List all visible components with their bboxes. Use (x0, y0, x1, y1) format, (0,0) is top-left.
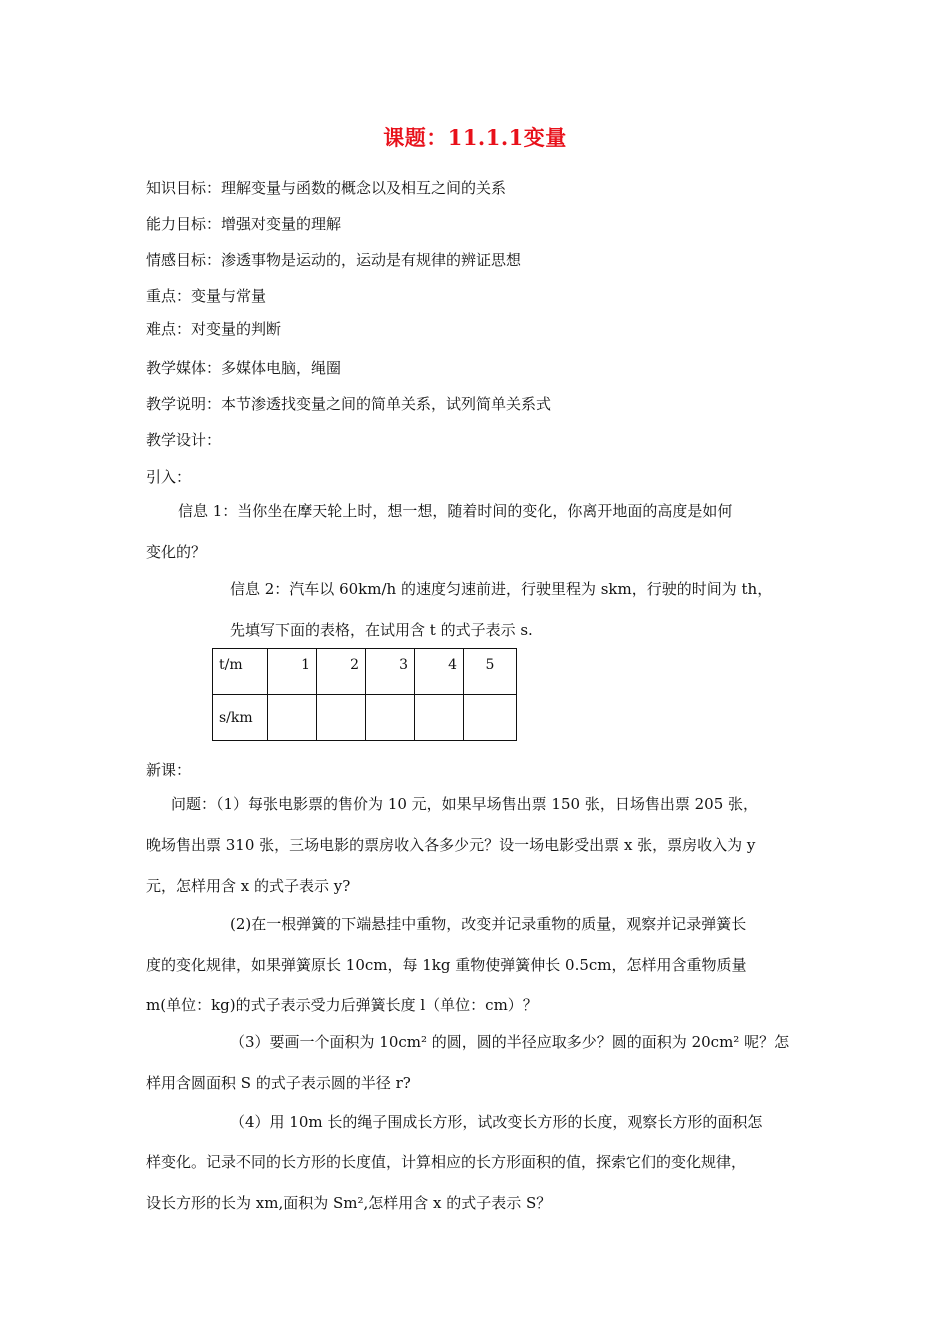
distance-time-table (212, 648, 517, 741)
table-row (213, 695, 517, 741)
objective-emotion: 情感目标：渗透事物是运动的，运动是有规律的辨证思想 (146, 251, 522, 269)
question4-line2: 样变化。记录不同的长方形的长度值，计算相应的长方形面积的值，探索它们的变化规律， (146, 1153, 747, 1171)
question3-line2: 样用含圆面积 S 的式子表示圆的半径 r? (146, 1074, 411, 1092)
info2-line2: 先填写下面的表格，在试用含 t 的式子表示 s. (230, 621, 533, 639)
table-cell (464, 695, 517, 741)
introduction-heading: 引入： (146, 468, 192, 486)
info2-line1: 信息 2：汽车以 60km/h 的速度匀速前进，行驶里程为 skm，行驶的时间为 th， (230, 580, 773, 598)
table-cell: t/m (213, 649, 268, 695)
table-cell (268, 695, 317, 741)
new-lesson-heading: 新课： (146, 761, 192, 779)
question1-line2: 晚场售出票 310 张，三场电影的票房收入各多少元？设一场电影受出票 x 张，票房收入为 y (146, 836, 756, 854)
question1-line1: 问题：（1）每张电影票的售价为 10 元，如果早场售出票 150 张，日场售出票 205 张， (171, 795, 759, 813)
key-point: 重点：变量与常量 (146, 287, 267, 305)
info1-line2: 变化的？ (146, 543, 207, 561)
table-cell (317, 695, 366, 741)
table-cell: 2 (317, 649, 366, 695)
objective-knowledge: 知识目标：理解变量与函数的概念以及相互之间的关系 (146, 179, 507, 197)
difficult-point: 难点：对变量的判断 (146, 320, 282, 338)
table-cell: 3 (366, 649, 415, 695)
teaching-notes: 教学说明：本节渗透找变量之间的简单关系，试列简单关系式 (146, 395, 552, 413)
table-cell (415, 695, 464, 741)
table-cell: s/km (213, 695, 268, 741)
question4-line3: 设长方形的长为 xm,面积为 Sm²,怎样用含 x 的式子表示 S？ (146, 1194, 552, 1212)
table-cell: 1 (268, 649, 317, 695)
question1-line3: 元，怎样用含 x 的式子表示 y? (146, 877, 351, 895)
table-row (213, 649, 517, 695)
question2-line2: 度的变化规律，如果弹簧原长 10cm，每 1kg 重物使弹簧伸长 0.5cm，怎样用含重物质量 (146, 956, 747, 974)
page-title: 课题：11.1.1变量 (383, 125, 567, 150)
table-cell: 5 (464, 649, 517, 695)
question2-line1: (2)在一根弹簧的下端悬挂中重物，改变并记录重物的质量，观察并记录弹簧长 (230, 915, 747, 933)
objective-ability: 能力目标：增强对变量的理解 (146, 215, 342, 233)
question2-line3: m(单位：kg)的式子表示受力后弹簧长度 l（单位：cm）？ (146, 996, 538, 1014)
question3-line1: （3）要画一个面积为 10cm² 的圆，圆的半径应取多少？圆的面积为 20cm² 呢？怎 (230, 1033, 790, 1051)
teaching-media: 教学媒体：多媒体电脑，绳圈 (146, 359, 342, 377)
teaching-design: 教学设计： (146, 431, 222, 449)
question4-line1: （4）用 10m 长的绳子围成长方形，试改变长方形的长度，观察长方形的面积怎 (230, 1113, 763, 1131)
info1-line1: 信息 1：当你坐在摩天轮上时，想一想，随着时间的变化，你离开地面的高度是如何 (178, 502, 733, 520)
table-cell (366, 695, 415, 741)
table-cell: 4 (415, 649, 464, 695)
